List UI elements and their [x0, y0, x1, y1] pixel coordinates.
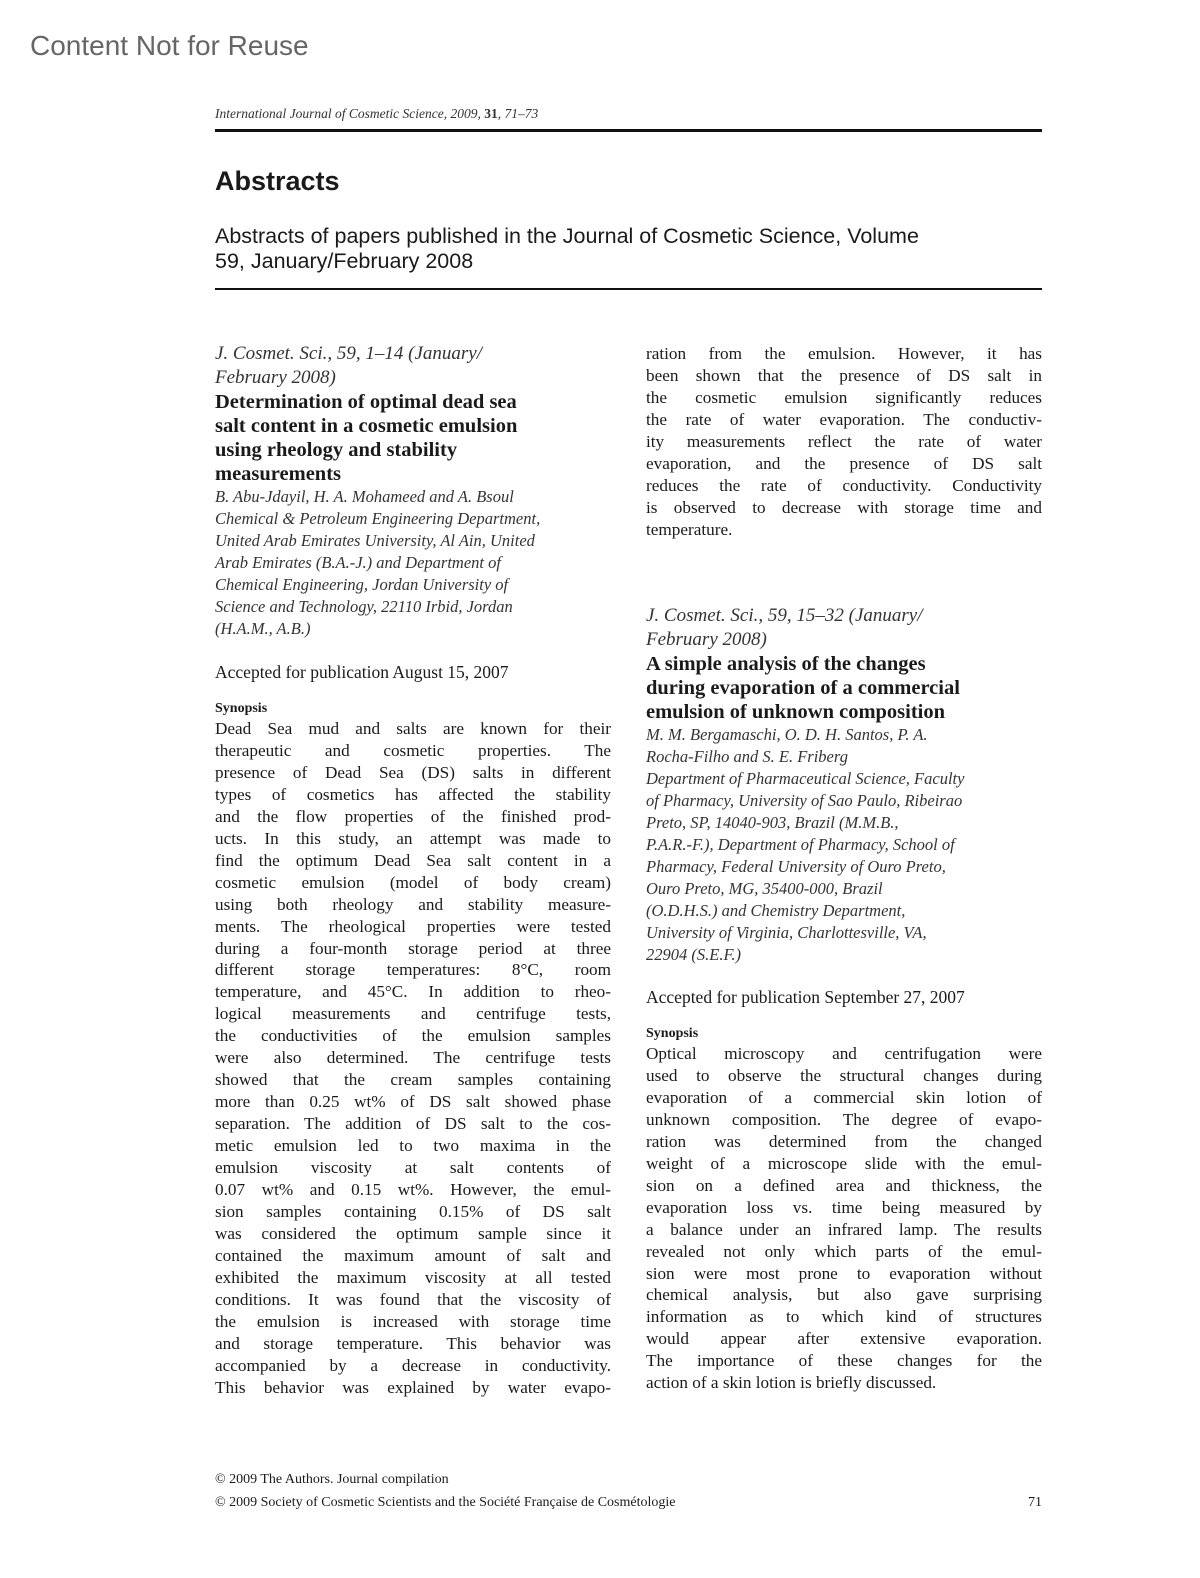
text-line: during a four-month storage period at three: [215, 938, 611, 958]
text-line: Science and Technology, 22110 Irbid, Jordan: [215, 597, 513, 616]
text-line: Pharmacy, Federal University of Ouro Preto,: [646, 857, 946, 876]
accepted-date: Accepted for publication September 27, 2007: [646, 987, 965, 1007]
text-line: 22904 (S.E.F.): [646, 945, 742, 964]
citation: [646, 604, 1042, 652]
text-line: Arab Emirates (B.A.-J.) and Department of: [215, 553, 501, 572]
text-line: Chemical Engineering, Jordan University of: [215, 575, 509, 594]
text-line: emulsion of unknown composition: [646, 701, 946, 723]
text-line: February 2008): [646, 629, 767, 650]
text-line: Preto, SP, 14040-903, Brazil (M.M.B.,: [646, 813, 899, 832]
citation: [215, 342, 611, 390]
text-line: Dead Sea mud and salts are known for their: [215, 719, 611, 738]
watermark: Content Not for Reuse: [30, 30, 309, 61]
text-line: ity measurements reflect the rate of water: [646, 431, 1042, 451]
text-line: the cosmetic emulsion significantly reduces: [646, 387, 1042, 407]
text-line: action of a skin lotion is briefly discussed.: [646, 1373, 937, 1393]
text-line: and the flow properties of the finished prod-: [215, 806, 611, 826]
text-line: Optical microscopy and centrifugation were: [646, 1044, 1042, 1063]
text-line: exhibited the maximum viscosity at all tested: [215, 1267, 611, 1287]
text-line: University of Virginia, Charlottesville, VA,: [646, 923, 927, 942]
text-line: M. M. Bergamaschi, O. D. H. Santos, P. A.: [646, 725, 928, 744]
text-line: unknown composition. The degree of evapo-: [646, 1109, 1042, 1129]
text-line: temperature, and 45°C. In addition to rheo-: [215, 982, 611, 1002]
text-line: reduces the rate of conductivity. Conductivity: [646, 475, 1042, 495]
footer: [215, 1468, 1042, 1514]
text-line: The importance of these changes for the: [646, 1351, 1042, 1371]
text-line: the emulsion is increased with storage time: [215, 1311, 611, 1331]
text-line: and storage temperature. This behavior was: [215, 1333, 611, 1353]
subtitle-line: Abstracts of papers published in the Journal of Cosmetic Science, Volume: [215, 224, 919, 248]
page-number: 71: [1028, 1495, 1042, 1510]
text-line: find the optimum Dead Sea salt content in a: [215, 850, 611, 870]
text-line: used to observe the structural changes during: [646, 1065, 1042, 1085]
text-line: Chemical & Petroleum Engineering Department,: [215, 509, 541, 528]
text-line: more than 0.25 wt% of DS salt showed phase: [215, 1092, 611, 1112]
text-line: during evaporation of a commercial: [646, 677, 960, 699]
text-line: therapeutic and cosmetic properties. The: [215, 740, 611, 760]
text-line: sion samples containing 0.15% of DS salt: [215, 1201, 611, 1221]
text-line: accompanied by a decrease in conductivity.: [215, 1355, 611, 1375]
text-line: presence of Dead Sea (DS) salts in different: [215, 762, 611, 782]
text-line: metic emulsion led to two maxima in the: [215, 1136, 611, 1156]
text-line: cosmetic emulsion (model of body cream): [215, 872, 611, 892]
text-line: Department of Pharmaceutical Science, Faculty: [646, 769, 965, 788]
text-line: were also determined. The centrifuge tests: [215, 1048, 611, 1068]
text-line: sion on a defined area and thickness, the: [646, 1175, 1042, 1195]
text-line: ration from the emulsion. However, it has: [646, 344, 1042, 363]
text-line: logical measurements and centrifuge tests,: [215, 1004, 611, 1024]
text-line: of Pharmacy, University of Sao Paulo, Ribeirao: [646, 791, 963, 810]
authors-affiliations: [646, 724, 1042, 966]
text-line: B. Abu-Jdayil, H. A. Mohameed and A. Bsoul: [215, 487, 514, 506]
text-line: was considered the optimum sample since it: [215, 1223, 611, 1243]
text-line: separation. The addition of DS salt to the cos-: [215, 1114, 611, 1134]
running-header: International Journal of Cosmetic Science, 2009, 31, 71–73: [215, 106, 539, 121]
synopsis-body: [646, 1043, 1042, 1394]
text-line: is observed to decrease with storage time and: [646, 497, 1042, 517]
text-line: contained the maximum amount of salt and: [215, 1245, 611, 1265]
journal-pages: 71–73: [504, 106, 539, 121]
abstract-1: [215, 342, 611, 1399]
text-line: a balance under an infrared lamp. The results: [646, 1219, 1042, 1239]
section-rule: [215, 288, 1042, 290]
section-subtitle: [215, 224, 1042, 274]
text-line: evaporation of a commercial skin lotion of: [646, 1087, 1042, 1107]
text-line: Ouro Preto, MG, 35400-000, Brazil: [646, 879, 883, 898]
header-rule: [215, 129, 1042, 132]
journal-name: International Journal of Cosmetic Science: [215, 106, 444, 121]
text-line: measurements: [215, 463, 342, 485]
synopsis-body-continued: [646, 343, 1042, 541]
text-line: evaporation, and the presence of DS salt: [646, 453, 1042, 473]
text-line: J. Cosmet. Sci., 59, 1–14 (January/: [215, 343, 483, 364]
text-line: This behavior was explained by water evapo-: [215, 1377, 611, 1397]
text-line: ments. The rheological properties were tested: [215, 916, 611, 936]
text-line: emulsion viscosity at salt contents of: [215, 1158, 611, 1178]
text-line: (O.D.H.S.) and Chemistry Department,: [646, 901, 906, 920]
text-line: Rocha-Filho and S. E. Friberg: [646, 747, 848, 766]
section-title: Abstracts: [215, 166, 340, 196]
text-line: 0.07 wt% and 0.15 wt%. However, the emul-: [215, 1180, 611, 1200]
text-line: using rheology and stability: [215, 439, 458, 461]
text-line: using both rheology and stability measure-: [215, 894, 611, 914]
text-line: conditions. It was found that the viscosity of: [215, 1289, 611, 1309]
text-line: would appear after extensive evaporation.: [646, 1329, 1042, 1349]
abstract-1-continued: [646, 343, 1042, 541]
text-line: ration was determined from the changed: [646, 1131, 1042, 1151]
text-line: weight of a microscope slide with the emul-: [646, 1153, 1042, 1173]
text-line: showed that the cream samples containing: [215, 1070, 611, 1090]
accepted-date: Accepted for publication August 15, 2007: [215, 662, 509, 682]
text-line: chemical analysis, but also gave surprising: [646, 1285, 1042, 1305]
abstract-title: [215, 390, 611, 486]
text-line: been shown that the presence of DS salt in: [646, 365, 1042, 385]
text-line: information as to which kind of structures: [646, 1307, 1042, 1327]
subtitle-line: 59, January/February 2008: [215, 249, 474, 273]
text-line: ucts. In this study, an attempt was made to: [215, 828, 611, 848]
text-line: J. Cosmet. Sci., 59, 15–32 (January/: [646, 605, 923, 626]
synopsis-body: [215, 718, 611, 1399]
text-line: revealed not only which parts of the emul-: [646, 1241, 1042, 1261]
text-line: the conductivities of the emulsion samples: [215, 1026, 611, 1046]
journal-volume: 31: [484, 106, 498, 121]
journal-year: 2009: [450, 106, 478, 121]
text-line: evaporation loss vs. time being measured by: [646, 1197, 1042, 1217]
abstract-title: [646, 652, 1042, 724]
text-line: the rate of water evaporation. The conductiv-: [646, 409, 1042, 429]
text-line: different storage temperatures: 8°C, room: [215, 960, 611, 980]
text-line: salt content in a cosmetic emulsion: [215, 415, 518, 437]
copyright-line: © 2009 The Authors. Journal compilation: [215, 1472, 449, 1487]
text-line: (H.A.M., A.B.): [215, 619, 311, 638]
text-line: types of cosmetics has affected the stability: [215, 784, 611, 804]
abstract-2: [646, 604, 1042, 1394]
text-line: Determination of optimal dead sea: [215, 391, 517, 413]
text-line: United Arab Emirates University, Al Ain, United: [215, 531, 535, 550]
text-line: temperature.: [646, 519, 733, 539]
text-line: sion were most prone to evaporation without: [646, 1263, 1042, 1283]
synopsis-label: Synopsis: [646, 1026, 699, 1041]
authors-affiliations: [215, 486, 611, 640]
text-line: February 2008): [215, 367, 336, 388]
text-line: A simple analysis of the changes: [646, 653, 926, 675]
text-line: P.A.R.-F.), Department of Pharmacy, School of: [646, 835, 955, 854]
copyright-line: © 2009 Society of Cosmetic Scientists and the Société Française de Cosmétologie: [215, 1495, 676, 1510]
synopsis-label: Synopsis: [215, 701, 268, 716]
